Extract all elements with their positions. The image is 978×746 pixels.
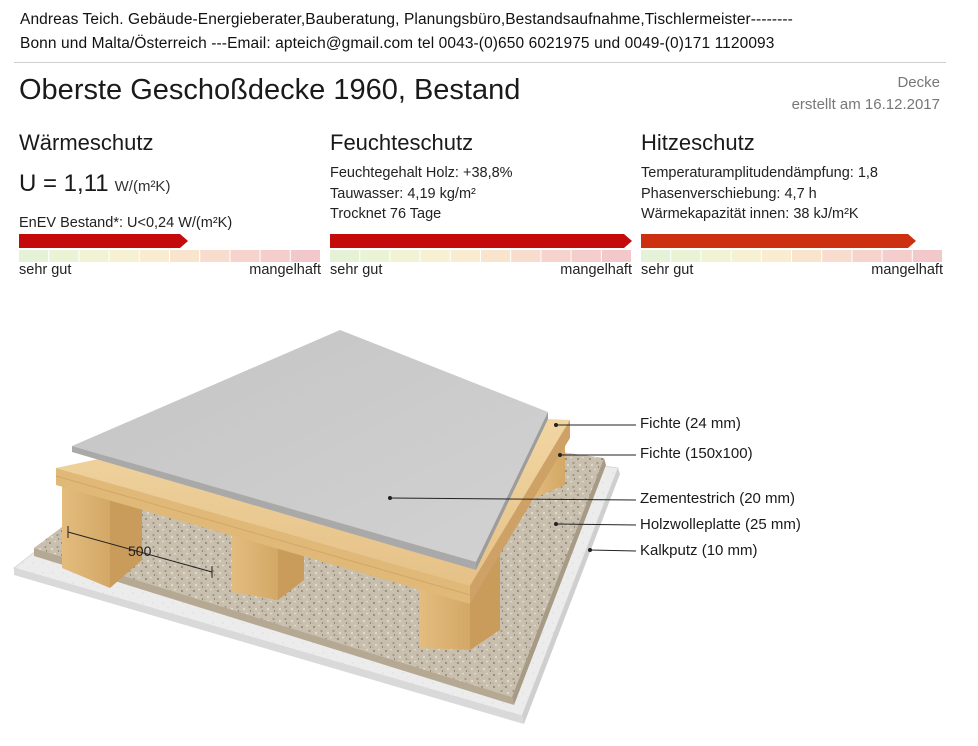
feuchte-line: Feuchtegehalt Holz: +38,8% [330,165,513,181]
enev-requirement: EnEV Bestand*: U<0,24 W/(m²K) [19,215,233,231]
rating-scale-hitzeschutz [641,250,943,262]
scale-segment [360,250,389,262]
hitze-line: Temperaturamplitudendämpfung: 1,8 [641,165,878,181]
contact-line: Bonn und Malta/Österreich ---Email: apteich@gmail.com tel 0043-(0)650 6021975 und 0049-(0)171 1120093 [20,35,775,52]
hitze-line: Phasenverschiebung: 4,7 h [641,185,817,202]
rating-scale-feuchteschutz [330,250,632,262]
scale-label-bad: mangelhaft [560,262,632,278]
scale-segment [421,250,450,262]
u-unit: W/(m²K) [114,178,171,195]
dimension-label: 500 [128,543,152,559]
scale-segment [330,250,359,262]
label-fichte-24: Fichte (24 mm) [640,415,741,432]
scale-label-good: sehr gut [641,262,694,278]
rating-bar-hitzeschutz [641,234,916,248]
rating-bar-waermeschutz [19,234,188,248]
label-holzwolleplatte: Holzwolleplatte (25 mm) [640,516,801,533]
scale-label-good: sehr gut [19,262,72,278]
scale-segment [541,250,570,262]
panel-waermeschutz [19,130,321,290]
scale-segment [49,250,78,262]
scale-segment [390,250,419,262]
scale-segment [451,250,480,262]
feuchte-values [330,163,513,225]
created-date: erstellt am 16.12.2017 [791,96,940,113]
scale-segment [792,250,821,262]
page-title: Oberste Geschoßdecke 1960, Bestand [19,74,521,106]
scale-segment [913,250,942,262]
scale-segment [822,250,851,262]
label-zementestrich: Zementestrich (20 mm) [640,490,796,507]
company-line: Andreas Teich. Gebäude-Energieberater,Bauberatung, Planungsbüro,Bestandsaufnahme,Tischlermeister-------- [20,11,793,28]
scale-segment [19,250,48,262]
scale-segment [762,250,791,262]
feuchte-line: Trocknet 76 Tage [330,206,442,222]
panel-title-feuchteschutz: Feuchteschutz [330,130,474,155]
feuchte-line: Tauwasser: 4,19 kg/m² [330,185,476,202]
leader-kalkputz [590,550,636,551]
scale-label-bad: mangelhaft [871,262,943,278]
scale-segment [671,250,700,262]
header-divider [14,62,946,63]
u-value-line [19,170,170,198]
label-kalkputz: Kalkputz (10 mm) [640,542,758,559]
scale-label-bad: mangelhaft [249,262,321,278]
scale-segment [291,250,320,262]
scale-segment [110,250,139,262]
scale-segment [200,250,229,262]
scale-label-good: sehr gut [330,262,383,278]
rating-bar-feuchteschutz [330,234,632,248]
scale-segment [732,250,761,262]
scale-segment [511,250,540,262]
panel-hitzeschutz [641,130,943,290]
rating-arrow [641,234,916,248]
panel-title-waermeschutz: Wärmeschutz [19,130,154,155]
scale-segment [852,250,881,262]
scale-segment [261,250,290,262]
scale-segment [883,250,912,262]
scale-segment [79,250,108,262]
panel-feuchteschutz [330,130,632,290]
scale-segment [230,250,259,262]
panel-title-hitzeschutz: Hitzeschutz [641,130,755,155]
scale-segment [572,250,601,262]
component-type: Decke [897,74,940,91]
hitze-line: Wärmekapazität innen: 38 kJ/m²K [641,206,859,222]
scale-segment [701,250,730,262]
rating-arrow [19,234,188,248]
scale-segment [140,250,169,262]
scale-segment [170,250,199,262]
label-fichte-150: Fichte (150x100) [640,445,753,462]
u-value: U = 1,11 [19,170,109,197]
scale-segment [641,250,670,262]
scale-segment [602,250,631,262]
hitze-values [641,163,878,225]
rating-arrow [330,234,632,248]
scale-segment [481,250,510,262]
construction-illustration [0,300,978,746]
rating-scale-waermeschutz [19,250,321,262]
